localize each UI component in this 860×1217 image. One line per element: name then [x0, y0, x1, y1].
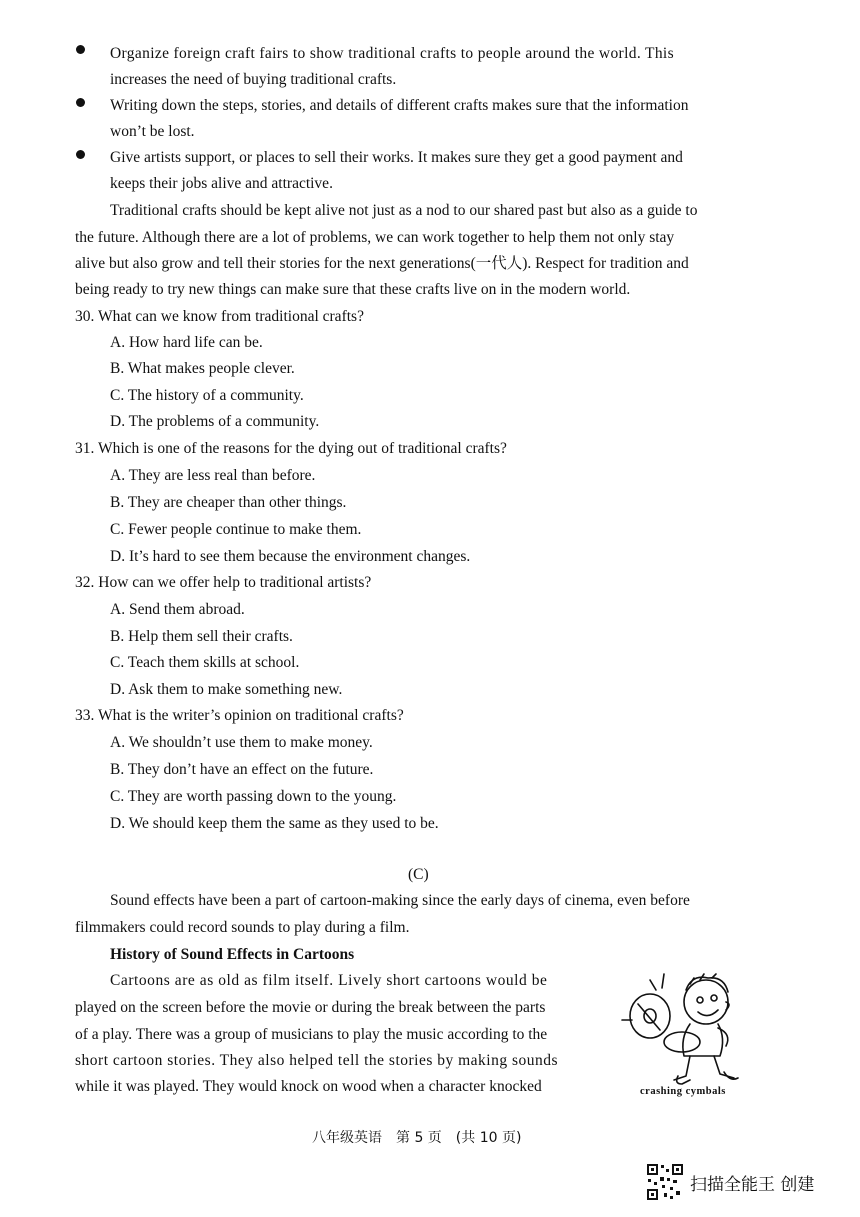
question-30-option-b: B. What makes people clever. — [110, 360, 295, 377]
bullet-dot — [76, 98, 85, 107]
question-32-option-c: C. Teach them skills at school. — [110, 654, 300, 671]
question-30-option-c: C. The history of a community. — [110, 387, 304, 404]
section-c-body-line-4: short cartoon stories. They also helped tell the stories by making sounds — [75, 1052, 559, 1069]
section-c-body-line-1: Cartoons are as old as film itself. Lively short cartoons would be — [110, 972, 548, 989]
question-30-option-d: D. The problems of a community. — [110, 413, 320, 430]
conclusion-line-1: Traditional crafts should be kept alive not just as a nod to our shared past but also as a guide to — [110, 202, 698, 219]
question-32-stem: 32. How can we offer help to traditional artists? — [75, 574, 372, 591]
question-31-option-a: A. They are less real than before. — [110, 467, 316, 484]
bullet-3-line-1: Give artists support, or places to sell their works. It makes sure they get a good payment and — [110, 149, 683, 166]
bullet-dot — [76, 45, 85, 54]
bullet-2-line-1: Writing down the steps, stories, and details of different crafts makes sure that the information — [110, 97, 689, 114]
page-footer: 八年级英语 第 5 页 (共 10 页) — [312, 1130, 522, 1146]
qr-code-icon — [646, 1163, 684, 1201]
section-c-body-line-2: played on the screen before the movie or during the break between the parts — [75, 999, 546, 1016]
conclusion-line-3: alive but also grow and tell their stories for the next generations(一代人). Respect for tradition and — [75, 255, 689, 272]
illustration-caption: crashing cymbals — [640, 1086, 726, 1097]
question-33-option-c: C. They are worth passing down to the young. — [110, 788, 397, 805]
bullet-1-line-1: Organize foreign craft fairs to show traditional crafts to people around the world. This — [110, 45, 674, 62]
question-30-stem: 30. What can we know from traditional crafts? — [75, 308, 364, 325]
question-33-option-b: B. They don’t have an effect on the future. — [110, 761, 374, 778]
question-31-option-c: C. Fewer people continue to make them. — [110, 521, 362, 538]
conclusion-line-2: the future. Although there are a lot of problems, we can work together to help them not only stay — [75, 229, 675, 246]
bullet-3-line-2: keeps their jobs alive and attractive. — [110, 175, 333, 192]
question-31-option-b: B. They are cheaper than other things. — [110, 494, 347, 511]
section-c-intro-line-2: filmmakers could record sounds to play during a film. — [75, 919, 410, 936]
section-c-heading: History of Sound Effects in Cartoons — [110, 946, 355, 963]
question-30-option-a: A. How hard life can be. — [110, 334, 263, 351]
question-31-stem: 31. Which is one of the reasons for the dying out of traditional crafts? — [75, 440, 507, 457]
scanner-watermark: 扫描全能王 创建 — [690, 1175, 815, 1195]
question-32-option-d: D. Ask them to make something new. — [110, 681, 343, 698]
question-33-stem: 33. What is the writer’s opinion on traditional crafts? — [75, 707, 404, 724]
question-32-option-a: A. Send them abroad. — [110, 601, 245, 618]
conclusion-line-4: being ready to try new things can make sure that these crafts live on in the modern world. — [75, 281, 631, 298]
bullet-dot — [76, 150, 85, 159]
question-32-option-b: B. Help them sell their crafts. — [110, 628, 293, 645]
question-33-option-d: D. We should keep them the same as they used to be. — [110, 815, 439, 832]
section-c-body-line-5: while it was played. They would knock on wood when a character knocked — [75, 1078, 542, 1095]
bullet-1-line-2: increases the need of buying traditional crafts. — [110, 71, 397, 88]
question-33-option-a: A. We shouldn’t use them to make money. — [110, 734, 373, 751]
section-c-intro-line-1: Sound effects have been a part of cartoon-making since the early days of cinema, even before — [110, 892, 690, 909]
bullet-2-line-2: won’t be lost. — [110, 123, 195, 140]
section-c-body-line-3: of a play. There was a group of musicians to play the music according to the — [75, 1026, 548, 1043]
question-31-option-d: D. It’s hard to see them because the environment changes. — [110, 548, 471, 565]
section-c-label: (C) — [408, 866, 429, 883]
